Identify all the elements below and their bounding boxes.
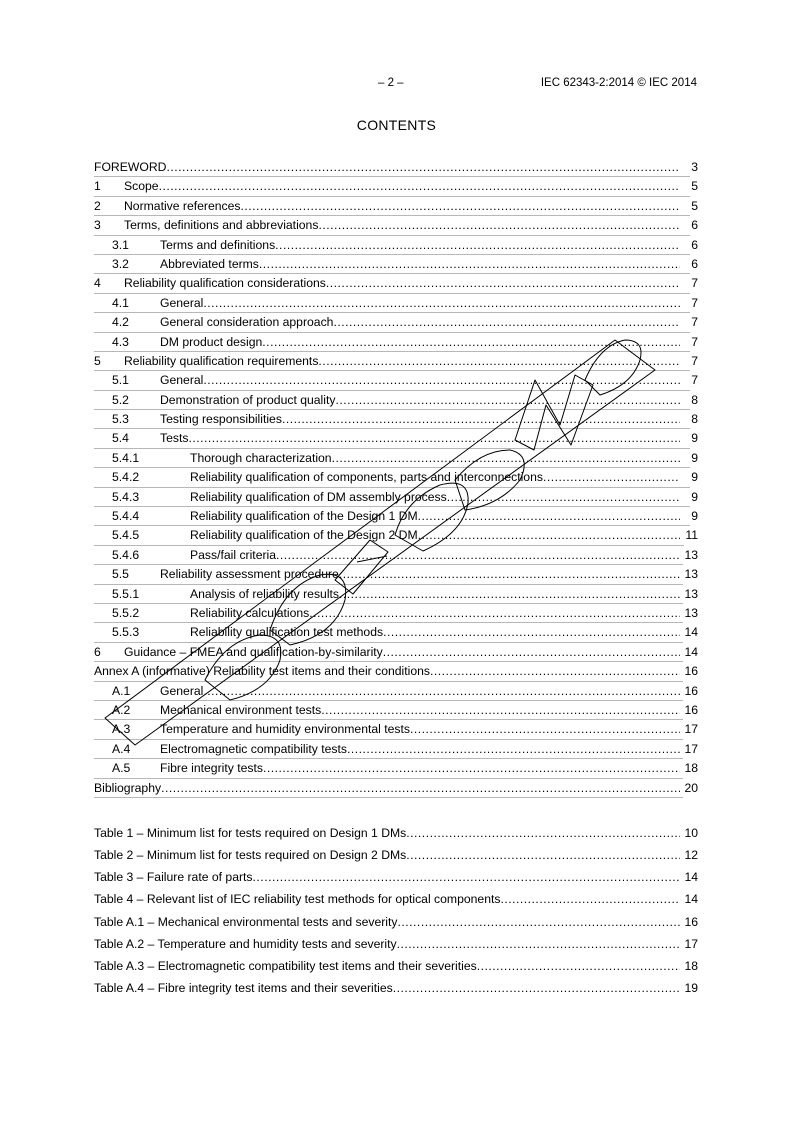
- toc-dot-leader: [94, 197, 680, 216]
- toc-entry-page: 12: [683, 844, 698, 866]
- toc-dot-leader: [112, 604, 680, 623]
- toc-entry-text: DM product design: [160, 334, 263, 349]
- toc-entry-number: 2: [94, 198, 101, 213]
- toc-entry[interactable]: [94, 759, 698, 778]
- toc-entry-page: 5: [690, 177, 698, 196]
- toc-entry-text: FOREWORD: [94, 160, 167, 174]
- toc-dot-leader: [112, 740, 680, 759]
- toc-dot-leader: [94, 274, 680, 293]
- toc-dot-leader: [112, 333, 680, 352]
- toc-entry-page: 16: [683, 662, 698, 681]
- page-header: [0, 77, 793, 93]
- toc-entry-label: [112, 509, 418, 523]
- toc-entry-page: 9: [690, 488, 698, 507]
- toc-entry-text: Reliability qualification of the Design 2 DM: [190, 528, 418, 543]
- toc-dot-leader: [112, 313, 680, 332]
- toc-entry-label: [94, 179, 159, 193]
- toc-entry-page: 18: [683, 955, 698, 977]
- toc-dot-leader: [112, 526, 680, 545]
- toc-entry-number: 5.4.2: [112, 470, 140, 485]
- toc-entry-number: 5.5.3: [112, 625, 140, 640]
- toc-entry-number: 5.1: [112, 373, 129, 388]
- toc-entry-label: [112, 451, 332, 465]
- toc-entry-text: Reliability calculations: [190, 605, 310, 620]
- toc-entry-text: Demonstration of product quality: [160, 392, 336, 407]
- toc-entry-label: [112, 703, 321, 717]
- toc-entry-text: Pass/fail criteria: [190, 547, 277, 562]
- toc-entry-page: 5: [690, 197, 698, 216]
- toc-entry[interactable]: [94, 546, 698, 565]
- table-of-contents: [94, 158, 698, 999]
- table-list-item[interactable]: [94, 955, 698, 977]
- toc-dot-leader: [94, 177, 680, 196]
- toc-entry[interactable]: [94, 255, 698, 274]
- toc-entry-label: [112, 238, 275, 252]
- toc-entry[interactable]: [94, 429, 698, 448]
- toc-entry-text: Reliability qualification of DM assembly process: [190, 489, 447, 504]
- toc-entry-number: A.4: [112, 741, 131, 756]
- toc-entry-number: A.5: [112, 761, 131, 776]
- toc-entry[interactable]: [94, 274, 698, 293]
- toc-dot-leader: [112, 255, 680, 274]
- toc-dot-leader: [94, 933, 680, 955]
- toc-entry[interactable]: [94, 720, 698, 739]
- toc-entry-page: 10: [683, 822, 698, 844]
- toc-entry-number: 4.2: [112, 315, 129, 330]
- table-list-item[interactable]: [94, 933, 698, 955]
- toc-entry-page: 14: [683, 623, 698, 642]
- toc-entry[interactable]: [94, 701, 698, 720]
- toc-dot-leader: [112, 410, 680, 429]
- toc-entry-page: 20: [683, 779, 698, 798]
- toc-dot-leader: [112, 585, 680, 604]
- toc-entry-page: 7: [690, 333, 698, 352]
- toc-entry-label: [94, 276, 326, 290]
- toc-entry-text: Abbreviated terms: [160, 256, 259, 271]
- toc-entry-label: [112, 257, 259, 271]
- toc-entry-label: [112, 684, 203, 698]
- toc-entry-text: Testing responsibilities: [160, 412, 282, 427]
- toc-entry-label: [94, 937, 397, 951]
- toc-entry-page: 16: [683, 911, 698, 933]
- toc-dot-leader: [112, 449, 680, 468]
- toc-gap: [94, 798, 698, 822]
- toc-entry-number: 5.5: [112, 567, 129, 582]
- list-of-tables: [94, 822, 698, 1000]
- table-list-item[interactable]: [94, 977, 698, 999]
- toc-entry-number: A.2: [112, 702, 131, 717]
- toc-entry-text: Reliability qualification of the Design 1 DM: [190, 509, 418, 524]
- toc-entry[interactable]: [94, 391, 698, 410]
- toc-entry-page: 14: [683, 888, 698, 910]
- toc-entry-page: 14: [683, 643, 698, 662]
- toc-entry[interactable]: [94, 585, 698, 604]
- toc-entry-text: Electromagnetic compatibility tests: [160, 741, 347, 756]
- toc-dot-leader: [112, 720, 680, 739]
- toc-dot-leader: [112, 565, 680, 584]
- toc-dot-leader: [112, 488, 680, 507]
- toc-entry-label: [112, 393, 335, 407]
- toc-entry[interactable]: [94, 488, 698, 507]
- toc-entry-page: 11: [684, 526, 698, 545]
- toc-entry-label: [112, 373, 203, 387]
- toc-entry[interactable]: [94, 662, 698, 681]
- toc-entry-label: [112, 470, 543, 484]
- table-list-item[interactable]: [94, 822, 698, 844]
- toc-dot-leader: [94, 643, 680, 662]
- table-list-item[interactable]: [94, 866, 698, 888]
- toc-entry-number: 5.4.5: [112, 528, 140, 543]
- toc-entry-page: 7: [690, 313, 698, 332]
- toc-entry-number: 4.3: [112, 334, 129, 349]
- toc-dot-leader: [94, 158, 680, 177]
- toc-entry-page: 7: [690, 294, 698, 313]
- toc-entry-text: Table 3 – Failure rate of parts: [94, 870, 253, 885]
- toc-entry-text: Mechanical environment tests: [160, 702, 322, 717]
- toc-entry-text: Reliability assessment procedure: [160, 567, 339, 582]
- toc-entry-page: 8: [690, 410, 698, 429]
- toc-entry-text: General consideration approach: [160, 315, 334, 330]
- toc-entry-label: [94, 645, 383, 659]
- toc-entry[interactable]: [94, 294, 698, 313]
- toc-entry-text: Table A.3 – Electromagnetic compatibility test items and their severities: [94, 959, 477, 974]
- toc-entry-text: Reliability qualification test methods: [190, 625, 384, 640]
- toc-dot-leader: [94, 844, 680, 866]
- toc-dot-leader: [94, 977, 680, 999]
- toc-dot-leader: [112, 546, 680, 565]
- toc-entry[interactable]: [94, 643, 698, 662]
- toc-entry-label: [112, 548, 276, 562]
- toc-dot-leader: [112, 682, 680, 701]
- toc-entry-label: [112, 315, 333, 329]
- toc-entry-text: Thorough characterization: [190, 450, 332, 465]
- toc-entry-number: 5.4.6: [112, 547, 140, 562]
- toc-entry[interactable]: [94, 779, 698, 798]
- toc-entry-label: [94, 199, 241, 213]
- toc-entry[interactable]: [94, 371, 698, 390]
- toc-entry-label: [112, 606, 309, 620]
- toc-entry-number: 5.5.2: [112, 605, 140, 620]
- toc-entry[interactable]: [94, 449, 698, 468]
- toc-entry-label: [94, 959, 477, 973]
- toc-entry-label: [94, 218, 318, 232]
- toc-entry-page: 9: [690, 429, 698, 448]
- toc-dot-leader: [94, 216, 680, 235]
- toc-entry-number: 5.4.1: [112, 450, 140, 465]
- toc-entry-number: 3.1: [112, 237, 129, 252]
- toc-entry-number: 3.2: [112, 256, 129, 271]
- toc-entry-number: A.1: [112, 683, 131, 698]
- toc-entry-page: 7: [690, 274, 698, 293]
- toc-entry-text: Table 2 – Minimum list for tests required on Design 2 DMs: [94, 848, 407, 863]
- toc-entry-label: [112, 761, 263, 775]
- toc-entry[interactable]: [94, 565, 698, 584]
- toc-dot-leader: [112, 236, 680, 255]
- toc-entry-number: 5.4: [112, 431, 129, 446]
- toc-entry-page: 6: [690, 216, 698, 235]
- toc-entry-text: Normative references: [124, 198, 241, 213]
- toc-entry-text: Table 1 – Minimum list for tests required on Design 1 DMs: [94, 825, 407, 840]
- toc-entry-label: [112, 742, 347, 756]
- toc-entry-number: 3: [94, 218, 101, 233]
- toc-entry-page: 18: [683, 759, 698, 778]
- toc-entry-text: Table A.2 – Temperature and humidity tests and severity: [94, 936, 397, 951]
- toc-dot-leader: [94, 352, 680, 371]
- toc-entry-page: 17: [683, 933, 698, 955]
- toc-entry-label: [112, 587, 339, 601]
- toc-entry[interactable]: [94, 410, 698, 429]
- toc-entry-page: 13: [683, 546, 698, 565]
- toc-entry-label: [112, 412, 282, 426]
- toc-entry-text: Tests: [160, 431, 189, 446]
- toc-entry-label: [112, 722, 410, 736]
- page-number: – 2 –: [378, 77, 404, 89]
- toc-entry[interactable]: [94, 197, 698, 216]
- toc-entry[interactable]: [94, 604, 698, 623]
- toc-entry-page: 17: [683, 720, 698, 739]
- toc-entry-text: General: [160, 683, 204, 698]
- toc-entry-label: [94, 848, 406, 862]
- toc-entry-text: General: [160, 373, 204, 388]
- toc-dot-leader: [94, 662, 680, 681]
- toc-dot-leader: [112, 701, 680, 720]
- toc-entry-page: 9: [690, 449, 698, 468]
- toc-entry-label: [94, 160, 166, 174]
- toc-entry-page: 7: [690, 352, 698, 371]
- toc-entry-label: [94, 664, 430, 678]
- toc-entry-number: 1: [94, 179, 101, 194]
- toc-entry-page: 7: [690, 371, 698, 390]
- toc-entry[interactable]: [94, 740, 698, 759]
- toc-dot-leader: [112, 468, 680, 487]
- toc-entry-number: 5.4.3: [112, 489, 140, 504]
- toc-entry-text: Fibre integrity tests: [160, 761, 263, 776]
- toc-entry-text: Table A.1 – Mechanical environmental tests and severity: [94, 914, 398, 929]
- toc-dot-leader: [94, 911, 680, 933]
- toc-entry-page: 13: [683, 565, 698, 584]
- toc-entry-text: Table 4 – Relevant list of IEC reliability test methods for optical components: [94, 892, 501, 907]
- toc-entry-number: 4.1: [112, 295, 129, 310]
- toc-entry-label: [94, 781, 161, 795]
- toc-entry-text: Table A.4 – Fibre integrity test items and their severities: [94, 981, 393, 996]
- toc-entry-label: [112, 296, 203, 310]
- toc-entry[interactable]: [94, 313, 698, 332]
- toc-entry[interactable]: [94, 507, 698, 526]
- toc-entry-label: [112, 528, 418, 542]
- toc-entry-number: 4: [94, 276, 101, 291]
- page-title: CONTENTS: [356, 117, 437, 133]
- toc-entry-page: 14: [683, 866, 698, 888]
- toc-entry-page: 8: [690, 391, 698, 410]
- toc-dot-leader: [112, 759, 680, 778]
- toc-entry-label: [112, 625, 383, 639]
- toc-entry-text: Annex A (informative) Reliability test items and their conditions: [94, 664, 430, 679]
- toc-entry-label: [112, 335, 262, 349]
- toc-dot-leader: [112, 623, 680, 642]
- toc-entry-number: 5: [94, 353, 101, 368]
- toc-entry-page: 6: [690, 236, 698, 255]
- toc-entry-text: Temperature and humidity environmental tests: [160, 722, 410, 737]
- toc-entry[interactable]: [94, 177, 698, 196]
- toc-entry-number: 5.4.4: [112, 509, 140, 524]
- toc-entry-label: [94, 826, 406, 840]
- toc-entry-page: 16: [683, 682, 698, 701]
- toc-entry-label: [94, 870, 253, 884]
- table-list-item[interactable]: [94, 911, 698, 933]
- toc-entry[interactable]: [94, 236, 698, 255]
- toc-entry[interactable]: [94, 526, 698, 545]
- toc-list: [94, 158, 698, 798]
- toc-entry[interactable]: [94, 216, 698, 235]
- toc-dot-leader: [94, 888, 680, 910]
- standard-reference: IEC 62343-2:2014 © IEC 2014: [540, 77, 697, 89]
- toc-entry-number: 5.5.1: [112, 586, 140, 601]
- table-list-item[interactable]: [94, 888, 698, 910]
- toc-entry-text: Reliability qualification considerations: [124, 276, 326, 291]
- toc-entry-text: Terms and definitions: [160, 237, 276, 252]
- toc-entry-page: 9: [690, 507, 698, 526]
- toc-entry[interactable]: [94, 623, 698, 642]
- toc-entry-label: [112, 567, 339, 581]
- toc-entry-label: [94, 981, 393, 995]
- toc-entry-text: General: [160, 295, 204, 310]
- toc-entry-page: 13: [683, 604, 698, 623]
- toc-dot-leader: [112, 371, 680, 390]
- toc-entry-number: 5.3: [112, 412, 129, 427]
- toc-entry-text: Reliability qualification requirements: [124, 353, 319, 368]
- toc-entry-text: Analysis of reliability results: [190, 586, 340, 601]
- toc-entry-page: 13: [683, 585, 698, 604]
- toc-entry-label: [112, 431, 188, 445]
- toc-entry[interactable]: [94, 158, 698, 177]
- toc-entry-label: [94, 892, 500, 906]
- toc-dot-leader: [94, 866, 680, 888]
- toc-entry-label: [94, 354, 318, 368]
- toc-dot-leader: [94, 955, 680, 977]
- toc-dot-leader: [112, 294, 680, 313]
- toc-entry[interactable]: [94, 468, 698, 487]
- toc-entry-page: 6: [690, 255, 698, 274]
- toc-entry-page: 19: [683, 977, 698, 999]
- toc-entry-number: 6: [94, 644, 101, 659]
- toc-dot-leader: [94, 779, 680, 798]
- toc-entry-page: 3: [690, 158, 698, 177]
- toc-entry-label: [112, 490, 447, 504]
- toc-entry-page: 9: [690, 468, 698, 487]
- toc-entry-number: 5.2: [112, 392, 129, 407]
- toc-dot-leader: [112, 429, 680, 448]
- toc-entry[interactable]: [94, 352, 698, 371]
- toc-entry-text: Reliability qualification of components, parts and interconnections: [190, 470, 543, 485]
- toc-entry-text: Guidance – FMEA and qualification-by-similarity: [124, 644, 383, 659]
- toc-dot-leader: [94, 822, 680, 844]
- toc-entry-page: 16: [683, 701, 698, 720]
- toc-dot-leader: [112, 507, 680, 526]
- toc-entry-text: Scope: [124, 179, 159, 194]
- toc-entry[interactable]: [94, 333, 698, 352]
- toc-entry[interactable]: [94, 682, 698, 701]
- toc-dot-leader: [112, 391, 680, 410]
- toc-entry-text: Terms, definitions and abbreviations: [124, 218, 319, 233]
- toc-entry-number: A.3: [112, 722, 131, 737]
- toc-entry-text: Bibliography: [94, 780, 162, 795]
- toc-entry-page: 17: [683, 740, 698, 759]
- table-list-item[interactable]: [94, 844, 698, 866]
- toc-entry-label: [94, 915, 398, 929]
